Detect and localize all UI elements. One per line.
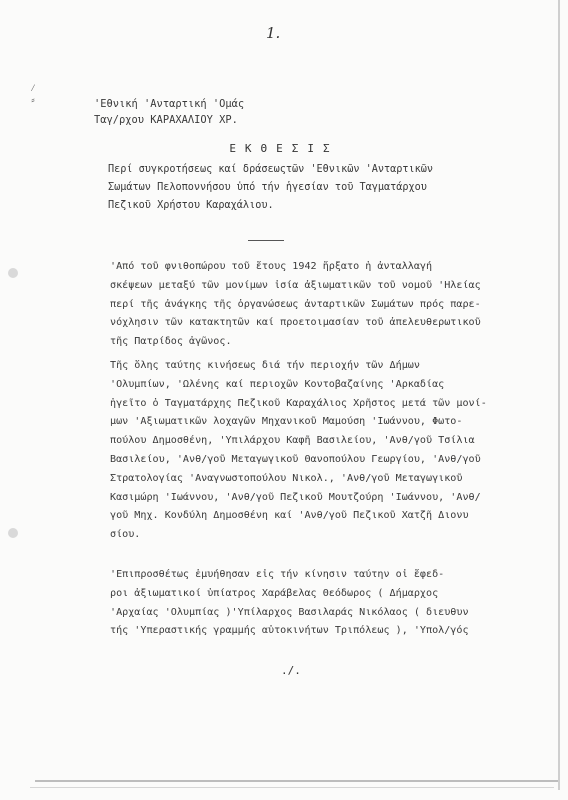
punch-hole [8, 528, 18, 538]
continuation-mark: ./. [281, 664, 301, 677]
paragraph: Τῆς ὅλης ταύτης κινήσεως διά τήν περιοχήν τῶν Δήμων 'Ολυμπίων, 'Ωλένης καί περιοχῶν Κοντοβαζαίνης 'Αρκαδίας ἡγεῖτο ὁ Ταγματάρχης Πεζικοῦ Καραχάλιος Χρῆστος μετά τῶν μονί- μων 'Αξιωματικῶν λοχαγῶν Μηχανικοῦ Μαμούση 'Ιωάννου, Φωτο- πούλου Δημοσθένη, 'Υπιλάρχου Καφῆ Βασιλείου, 'Ανθ/γοῦ Τσίλια Βασιλείου, 'Ανθ/γοῦ Μεταγωγικοῦ Θανοπούλου Γεωργίου, 'Ανθ/γοῦ Στρατολογίας 'Αναγνωστοπούλου Νικολ., 'Ανθ/γοῦ Μεταγωγικοῦ Κασιμώρη 'Ιωάννου, 'Ανθ/γοῦ Πεζικοῦ Μουτζούρη 'Ιωάννου, 'Ανθ/ γοῦ Μηχ. Κονδύλη Δημοσθένη καί 'Ανθ/γοῦ Πεζικοῦ Χατζῆ Διονυ σίου. [110, 360, 487, 541]
margin-marks: ⁄ ⸗ [30, 83, 37, 106]
divider [248, 240, 284, 241]
page-edge [35, 780, 558, 782]
paragraph: 'Από τοῦ φνιθοπώρου τοῦ ἔτους 1942 ἤρξατο ἡ ἀνταλλαγή σκέψεων μεταξύ τῶν μονίμων ἰσία ἀξιωματικῶν τοῦ νομοῦ 'Ηλείας περί τῆς ἀνάγκης τῆς ὀργανώσεως ἀνταρτικῶν Σωμάτων πρός παρε- νόχλησιν τῶν κατακτητῶν καί προετοιμασίαν τοῦ ἀπελευθερωτικοῦ τῆς Πατρίδος ἀγῶνος. [110, 261, 481, 348]
page-number: 1. [266, 24, 281, 42]
document-subject: Περί συγκροτήσεως καί δράσεωςτῶν 'Εθνικῶν 'Ανταρτικῶν Σωμάτων Πελοποννήσου ὑπό τήν ἡγεσίαν τοῦ Ταγματάρχου Πεζικοῦ Χρήστου Καραχάλιου. [108, 164, 434, 211]
page-edge [558, 0, 560, 790]
punch-hole [8, 268, 18, 278]
organization-header: 'Εθνική 'Ανταρτική 'Ομάς Ταγ/ρχου ΚΑΡΑΧΑΛΙΟΥ ΧΡ. [94, 98, 245, 126]
paragraph: 'Επιπροσθέτως ἐμυήθησαν εἰς τήν κίνησιν ταύτην οἱ ἔφεδ- ροι ἀξιωματικοί ὑπίατρος Χαράβελας Θεόδωρος ( Δήμαρχος 'Αρχαίας 'Ολυμπίας )'Υπίλαρχος Βασιλαράς Νικόλαος ( διευθυν τής 'Υπεραστικής γραμμής αὐτοκινήτων Τριπόλεως ), 'Υπολ/γός [110, 569, 469, 637]
page-edge [30, 787, 554, 788]
document-title: ΕΚΘΕΣΙΣ [229, 142, 339, 155]
